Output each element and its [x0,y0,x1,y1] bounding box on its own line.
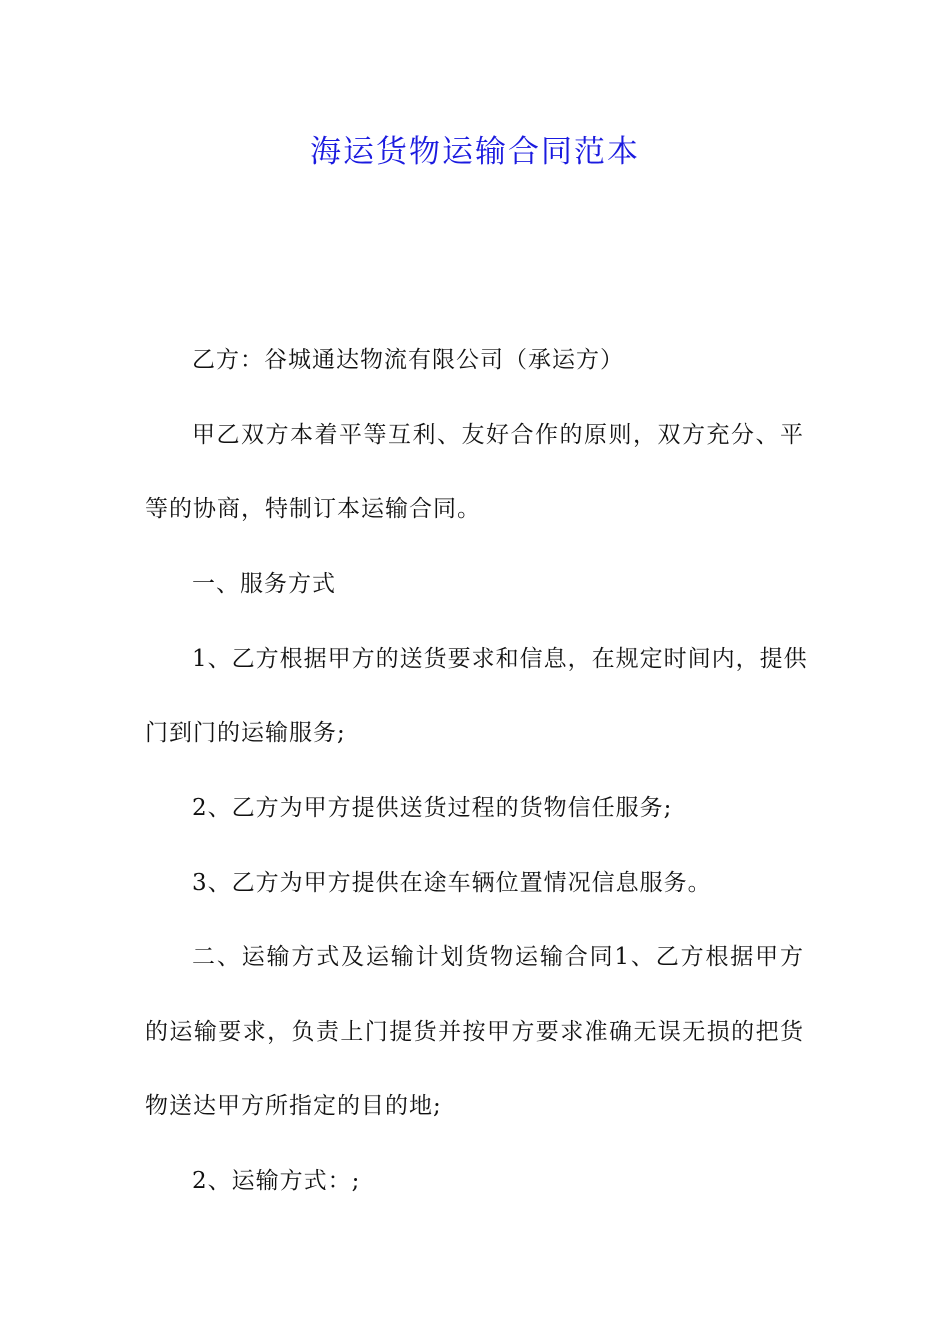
paragraph-line: 3、乙方为甲方提供在途车辆位置情况信息服务。 [192,870,712,896]
paragraph-line: 1、乙方根据甲方的送货要求和信息，在规定时间内，提供 [192,646,808,672]
document-title: 海运货物运输合同范本 [310,134,640,170]
section-heading: 二、运输方式及运输计划货物运输合同1、乙方根据甲方 [192,944,804,970]
paragraph-line: 等的协商，特制订本运输合同。 [145,496,481,522]
section-heading: 一、服务方式 [192,571,336,597]
party-b-line: 乙方：谷城通达物流有限公司（承运方） [192,347,624,373]
paragraph-line: 2、运输方式：; [192,1168,361,1194]
paragraph-line: 的运输要求，负责上门提货并按甲方要求准确无误无损的把货 [145,1019,804,1045]
paragraph-line: 2、乙方为甲方提供送货过程的货物信任服务; [192,795,673,821]
paragraph-line: 物送达甲方所指定的目的地; [145,1093,442,1119]
paragraph-line: 门到门的运输服务; [145,720,346,746]
paragraph-line: 甲乙双方本着平等互利、友好合作的原则，双方充分、平 [192,422,804,448]
